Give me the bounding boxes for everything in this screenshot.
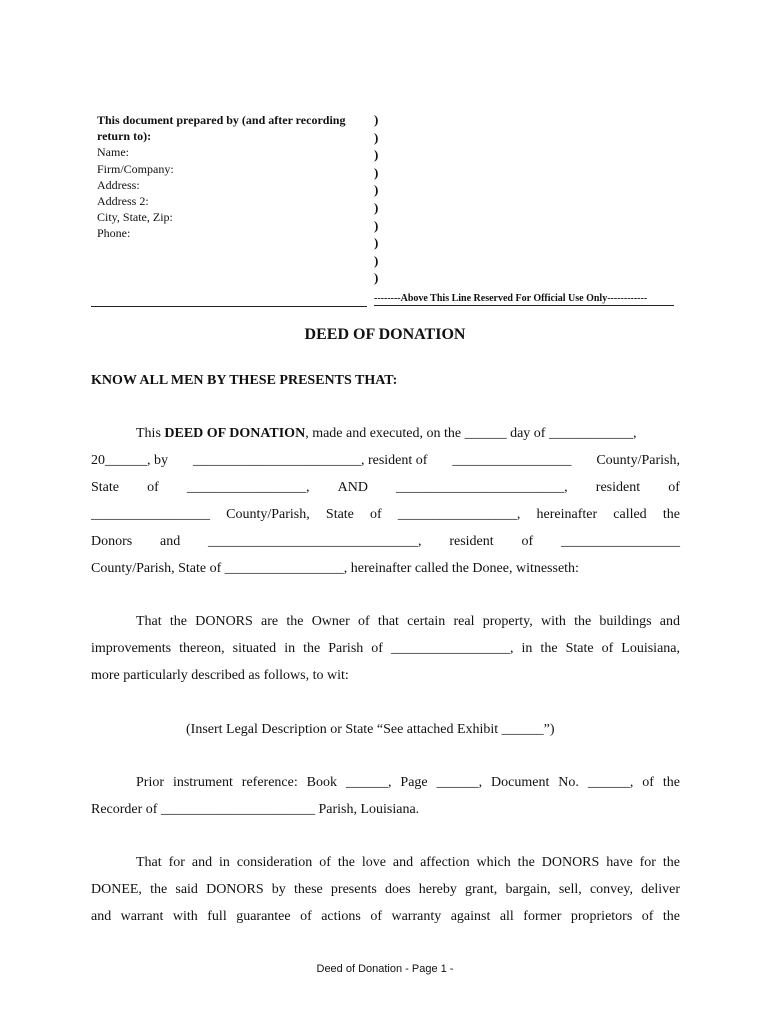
para1-line-6: County/Parish, State of _________________, hereinafter called the Donee, witnesseth: — [91, 561, 579, 576]
paren: ) — [374, 112, 379, 127]
paren: ) — [374, 147, 379, 163]
field-address: Address: — [97, 177, 140, 192]
para1-line-2: 20______, by ________________________, resident of _________________ County/Parish, — [91, 453, 680, 468]
para2-line-3: more particularly described as follows, to wit: — [91, 668, 349, 683]
preparer-heading: This document prepared by (and after recording — [97, 113, 346, 127]
para1-line-5: Donors and ______________________________, resident of _________________ — [91, 534, 680, 549]
paren: ) — [374, 217, 379, 233]
paren: ) — [374, 235, 379, 251]
para4-line-2: DONEE, the said DONORS by these presents does hereby grant, bargain, sell, convey, deliver — [91, 882, 680, 897]
field-name: Name: — [97, 145, 129, 160]
para4-line-3: and warrant with full guarantee of actions of warranty against all former proprietors of the — [91, 909, 680, 924]
paren: ) — [374, 182, 379, 198]
para4-line-1: That for and in consideration of the love and affection which the DONORS have for the — [136, 855, 680, 870]
document-body — [91, 420, 680, 930]
document-title: DEED OF DONATION — [304, 326, 466, 343]
field-phone: Phone: — [97, 226, 131, 241]
page-footer: Deed of Donation - Page 1 - — [316, 963, 454, 975]
legal-description-note: (Insert Legal Description or State “See attached Exhibit ______”) — [186, 722, 555, 737]
field-city-state-zip: City, State, Zip: — [97, 210, 173, 225]
para1-line-1: This DEED OF DONATION, made and executed, on the ______ day of ____________, — [136, 426, 637, 441]
paren: ) — [374, 270, 379, 286]
know-all-men-heading: KNOW ALL MEN BY THESE PRESENTS THAT: — [91, 373, 398, 388]
paren: ) — [374, 199, 379, 215]
field-address-2: Address 2: — [97, 194, 149, 209]
paren-column — [374, 111, 386, 287]
paren: ) — [374, 129, 379, 145]
para2-line-2: improvements thereon, situated in the Parish of _________________, in the State of Louisiana, — [91, 641, 680, 656]
para1-line-3: State of _________________, AND ________________________, resident of — [91, 480, 680, 495]
para1-line-4: _________________ County/Parish, State of _________________, hereinafter called the — [91, 507, 680, 522]
para2-line-1: That the DONORS are the Owner of that certain real property, with the buildings and — [136, 614, 680, 629]
field-firm: Firm/Company: — [97, 161, 174, 176]
paren: ) — [374, 252, 379, 268]
preparer-block — [97, 112, 367, 242]
para3-line-1: Prior instrument reference: Book ______, Page ______, Document No. ______, of the — [136, 775, 680, 790]
official-use-line: --------Above This Line Reserved For Official Use Only------------ — [374, 293, 674, 306]
preparer-heading-cont: return to): — [97, 129, 152, 144]
para3-line-2: Recorder of ______________________ Parish, Louisiana. — [91, 802, 420, 817]
paren: ) — [374, 164, 379, 180]
divider-line — [91, 306, 367, 307]
